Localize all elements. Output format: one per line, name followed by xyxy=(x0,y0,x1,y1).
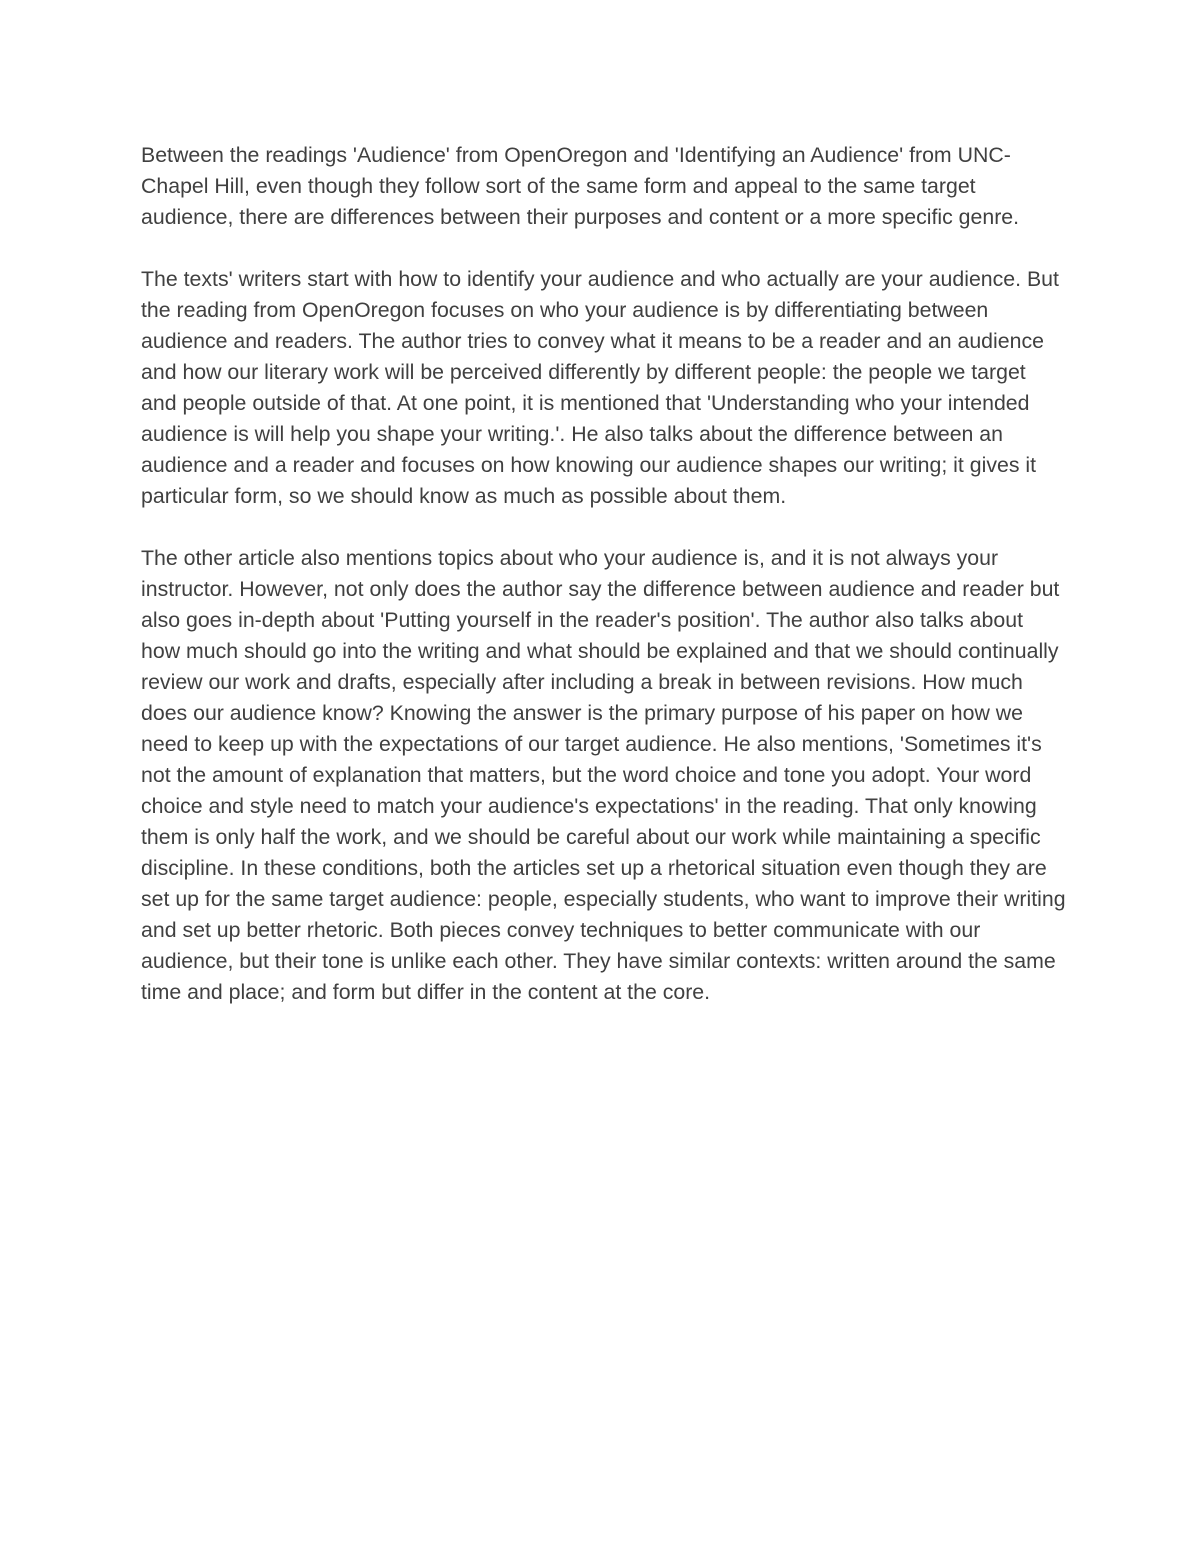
document-body xyxy=(141,140,1066,1008)
paragraph-intro: Between the readings 'Audience' from OpenOregon and 'Identifying an Audience' from UNC-Chapel Hill, even though they follow sort of the same form and appeal to the same target audience, there are differences between their purposes and content or a more specific genre. xyxy=(141,143,1020,229)
paragraph-unc: The other article also mentions topics about who your audience is, and it is not always your instructor. However, not only does the author say the difference between audience and reader but also goes in-depth about 'Putting yourself in the reader's position'. The author also talks about how much should go into the writing and what should be explained and that we should continually review our work and drafts, especially after including a break in between revisions. How much does our audience know? Knowing the answer is the primary purpose of his paper on how we need to keep up with the expectations of our target audience. He also mentions, 'Sometimes it's not the amount of explanation that matters, but the word choice and tone you adopt. Your word choice and style need to match your audience's expectations' in the reading. That only knowing them is only half the work, and we should be careful about our work while maintaining a specific discipline. In these conditions, both the articles set up a rhetorical situation even though they are set up for the same target audience: people, especially students, who want to improve their writing and set up better rhetoric. Both pieces convey techniques to better communicate with our audience, but their tone is unlike each other. They have similar contexts: written around the same time and place; and form but differ in the content at the core. xyxy=(141,546,1066,1004)
paragraph-openoregon: The texts' writers start with how to identify your audience and who actually are your audience. But the reading from OpenOregon focuses on who your audience is by differentiating between audience and readers. The author tries to convey what it means to be a reader and an audience and how our literary work will be perceived differently by different people: the people we target and people outside of that. At one point, it is mentioned that 'Understanding who your intended audience is will help you shape your writing.'. He also talks about the difference between an audience and a reader and focuses on how knowing our audience shapes our writing; it gives it particular form, so we should know as much as possible about them. xyxy=(141,267,1059,508)
